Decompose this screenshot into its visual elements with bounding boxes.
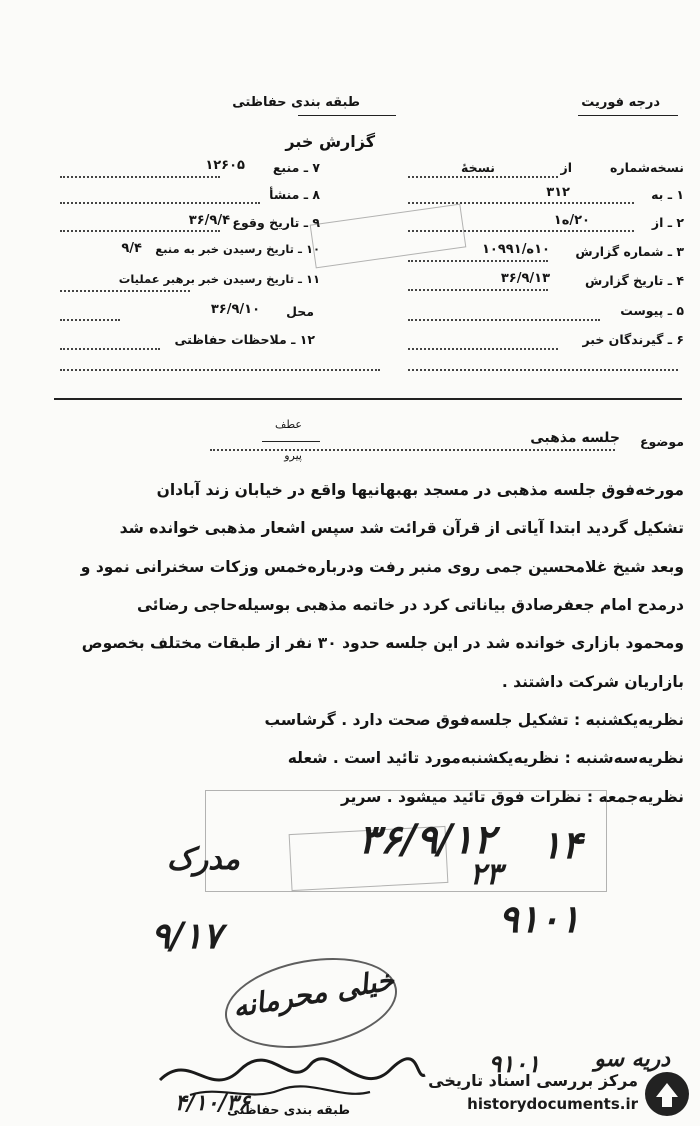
subject-label: موضوع bbox=[639, 434, 684, 449]
watermark-url: historydocuments.ir bbox=[467, 1095, 638, 1113]
handwritten-number-b: ۲۳ bbox=[469, 857, 502, 892]
field-3-label: ۳ ـ شماره گزارش bbox=[575, 244, 684, 259]
field-11-value: ۳۶/۹/۱۰ bbox=[210, 302, 260, 317]
location-label: محل bbox=[286, 304, 314, 319]
field-5-label: ۵ ـ پیوست bbox=[620, 303, 684, 318]
field-6-label: ۶ ـ گیرندگان خبر bbox=[582, 332, 684, 347]
from-label: از bbox=[560, 160, 572, 175]
section-divider bbox=[54, 398, 682, 400]
body-line: بازاریان شرکت داشتند . bbox=[501, 673, 684, 691]
urgency-underline bbox=[578, 115, 678, 116]
body-line: تشکیل گردید ابتدا آیاتی از قرآن قرائت شد سپس اشعار مذهبی خوانده شد bbox=[119, 519, 684, 537]
dotted-line bbox=[408, 369, 678, 371]
handwritten-note-left: ۹/۱۷ bbox=[150, 915, 222, 957]
dotted-line bbox=[408, 319, 600, 321]
field-9-value: ۳۶/۹/۴ bbox=[188, 213, 230, 228]
field-7-value: ۱۲۶۰۵ bbox=[205, 158, 245, 173]
watermark-title: مرکز بررسی اسناد تاریخی bbox=[428, 1071, 638, 1090]
dotted-line bbox=[60, 290, 190, 292]
dotted-line bbox=[60, 230, 220, 232]
handwritten-bottom-number: ۹۱۰۱ bbox=[488, 1049, 540, 1078]
dotted-line bbox=[408, 202, 634, 204]
handwritten-number-c: ۹۱۰۱ bbox=[498, 896, 580, 941]
dotted-line bbox=[60, 319, 120, 321]
field-9-label: ۹ ـ تاریخ وقوع bbox=[232, 215, 320, 230]
handwritten-number-a: ۱۴ bbox=[541, 822, 582, 867]
copy-number-label: نسخه‌شماره bbox=[610, 160, 684, 175]
follow-up-label: پیرو bbox=[284, 449, 302, 462]
field-10-label: ۱۰ ـ تاریخ رسیدن خبر به منبع bbox=[155, 242, 320, 256]
urgency-label: درجه فوریت bbox=[581, 95, 660, 110]
classification-label: طبقه بندی حفاظتی bbox=[232, 95, 360, 110]
reference-label: عطف bbox=[275, 418, 302, 431]
body-line: ومحمود بازاری خوانده شد در این جلسه حدود ۳۰ نفر از طبقات مختلف بخصوص bbox=[81, 634, 684, 652]
field-12-label: ۱۲ ـ ملاحظات حفاظتی bbox=[174, 332, 315, 347]
received-stamp bbox=[310, 204, 467, 269]
handwritten-date: ۳۶/۹/۱۲ bbox=[358, 816, 495, 863]
body-line: مورخه‌فوق جلسه مذهبی در مسجد بهبهانیها واقع در خیابان زند آبادان bbox=[156, 481, 684, 499]
field-4-value: ۳۶/۹/۱۳ bbox=[500, 271, 550, 286]
copy-label: نسخهٔ bbox=[460, 160, 495, 175]
field-8-label: ۸ ـ منشأ bbox=[269, 187, 320, 202]
field-2-label: ۲ ـ از bbox=[651, 215, 684, 230]
dotted-line bbox=[60, 176, 220, 178]
field-4-label: ۴ ـ تاریخ گزارش bbox=[584, 273, 684, 288]
watermark bbox=[422, 1063, 694, 1121]
field-1-label: ۱ ـ به bbox=[651, 187, 684, 202]
subject-value: جلسه‌ مذهبی bbox=[530, 430, 620, 446]
dotted-line bbox=[60, 369, 380, 371]
footer-classification-label: طبقه بندی حفاظتی bbox=[227, 1102, 350, 1117]
dotted-line bbox=[408, 176, 558, 178]
page-title: گزارش خبر bbox=[285, 132, 375, 151]
classification-underline bbox=[298, 115, 396, 116]
opinion-sunday: نظریه‌یکشنبه : تشکیل جلسه‌فوق صحت دارد . گرشاسب bbox=[264, 711, 684, 729]
body-line: درمدح امام جعفرصادق بیاناتی کرد در خاتمه مذهبی بوسیله‌حاجی رضائی bbox=[137, 596, 684, 614]
dotted-line bbox=[408, 289, 548, 291]
opinion-tuesday: نظریه‌سه‌شنبه : نظریه‌یکشنبه‌مورد تائید است . شعله bbox=[287, 749, 684, 767]
dotted-line bbox=[60, 202, 260, 204]
classification-stamp-text: خیلی محرمانه bbox=[230, 963, 397, 1024]
handwritten-bottom-date: ۴/۱۰/۳۶ bbox=[174, 1090, 250, 1116]
field-11-label: ۱۱ ـ تاریخ رسیدن خبر برهبر عملیات bbox=[118, 272, 320, 286]
field-10-value: ۹/۴ bbox=[121, 241, 142, 256]
dotted-line bbox=[210, 449, 615, 451]
dotted-line bbox=[408, 348, 558, 350]
reference-divider bbox=[262, 441, 320, 442]
field-1-value: ۳۱۲ bbox=[546, 185, 570, 200]
field-3-value: ۱۰ه/۱۰۹۹۱ bbox=[482, 242, 550, 257]
body-line: وبعد شیخ غلامحسین جمی روی منبر رفت ودرباره‌خمس وزکات سخنرانی نمود و bbox=[80, 558, 684, 576]
watermark-logo-icon bbox=[642, 1069, 692, 1119]
field-2-value: ۲۰/ه۱ bbox=[553, 213, 590, 228]
handwritten-note-right: مدرک bbox=[166, 842, 240, 877]
opinion-friday: نظریه‌جمعه : نظرات فوق تائید میشود . سریر bbox=[341, 788, 684, 806]
dotted-line bbox=[60, 348, 160, 350]
field-7-label: ۷ ـ منبع bbox=[272, 160, 320, 175]
dotted-line bbox=[408, 260, 548, 262]
handwritten-bottom-right: دریه سو bbox=[594, 1046, 670, 1072]
